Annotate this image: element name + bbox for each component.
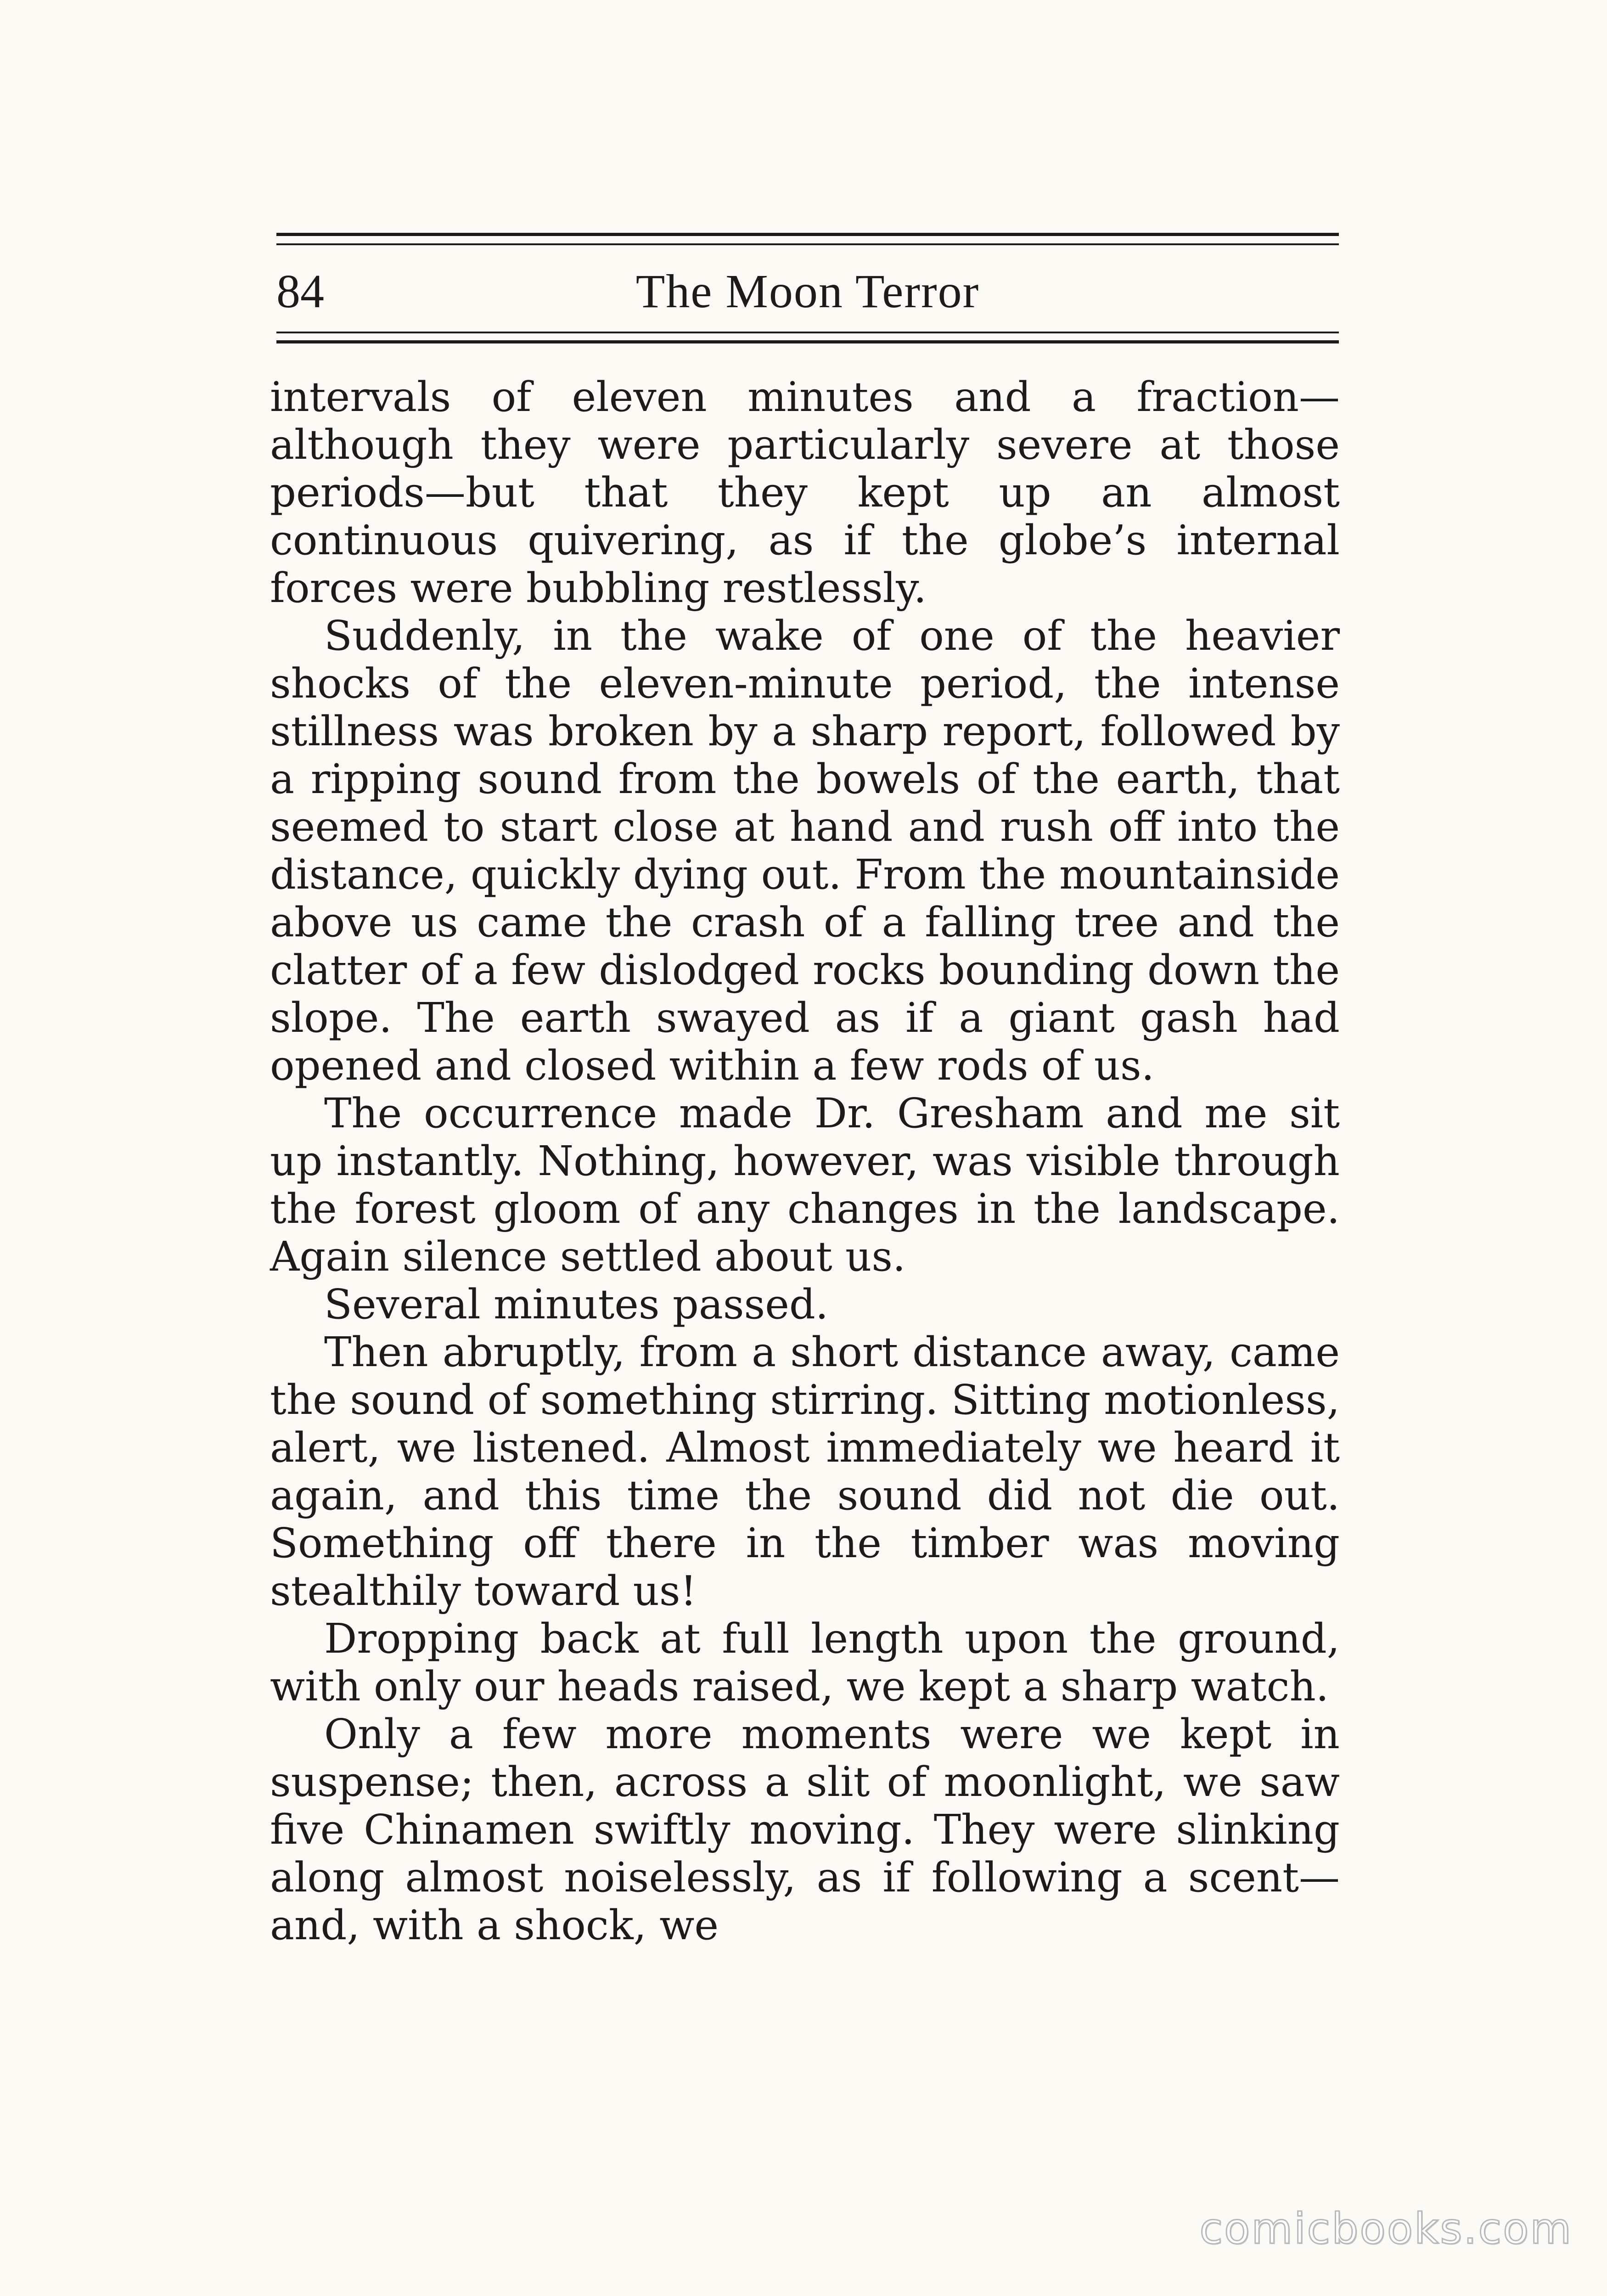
header-top-rule-thick [276,233,1339,236]
header-bottom-rule-thick [276,340,1339,343]
body-text [270,373,1340,1949]
paragraph: Suddenly, in the wake of one of the heavier shocks of the eleven-minute period, the intense stillness was broken by a sharp report, followed by a ripping sound from the bowels of the earth, that seemed to start close at hand and rush off into the distance, quickly dying out. From the mountainside above us came the crash of a falling tree and the clatter of a few dislodged rocks bounding down the slope. The earth swayed as if a giant gash had opened and closed within a few rods of us. [270,612,1340,1089]
paragraph: Several minutes passed. [324,1280,829,1328]
page-number: 84 [276,265,324,318]
paragraph: The occurrence made Dr. Gresham and me sit up instantly. Nothing, however, was visible through the forest gloom of any changes in the landscape. Again silence settled about us. [270,1089,1340,1280]
paragraph: Only a few more moments were we kept in suspense; then, across a slit of moonlight, we saw five Chinamen swiftly moving. They were slinking along almost noiselessly, as if following a scent—and, with a shock, we [270,1710,1340,1949]
running-title: The Moon Terror [635,265,980,318]
header-bottom-rule-thin [276,332,1339,333]
page-header [276,257,1339,326]
paragraph: Dropping back at full length upon the ground, with only our heads raised, we kept a sharp watch. [270,1615,1340,1710]
watermark: comicbooks.com [1199,2204,1573,2253]
header-top-rule-thin [276,243,1339,245]
paragraph: Then abruptly, from a short distance away, came the sound of something stirring. Sitting motionless, alert, we listened. Almost immediately we heard it again, and this time the sound did not die out. Something off there in the timber was moving stealthily toward us! [270,1328,1340,1615]
paragraph-continued: intervals of eleven minutes and a fraction—although they were particularly severe at those periods—but that they kept up an almost continuous quivering, as if the globe’s internal forces were bubbling restlessly. [270,373,1340,612]
